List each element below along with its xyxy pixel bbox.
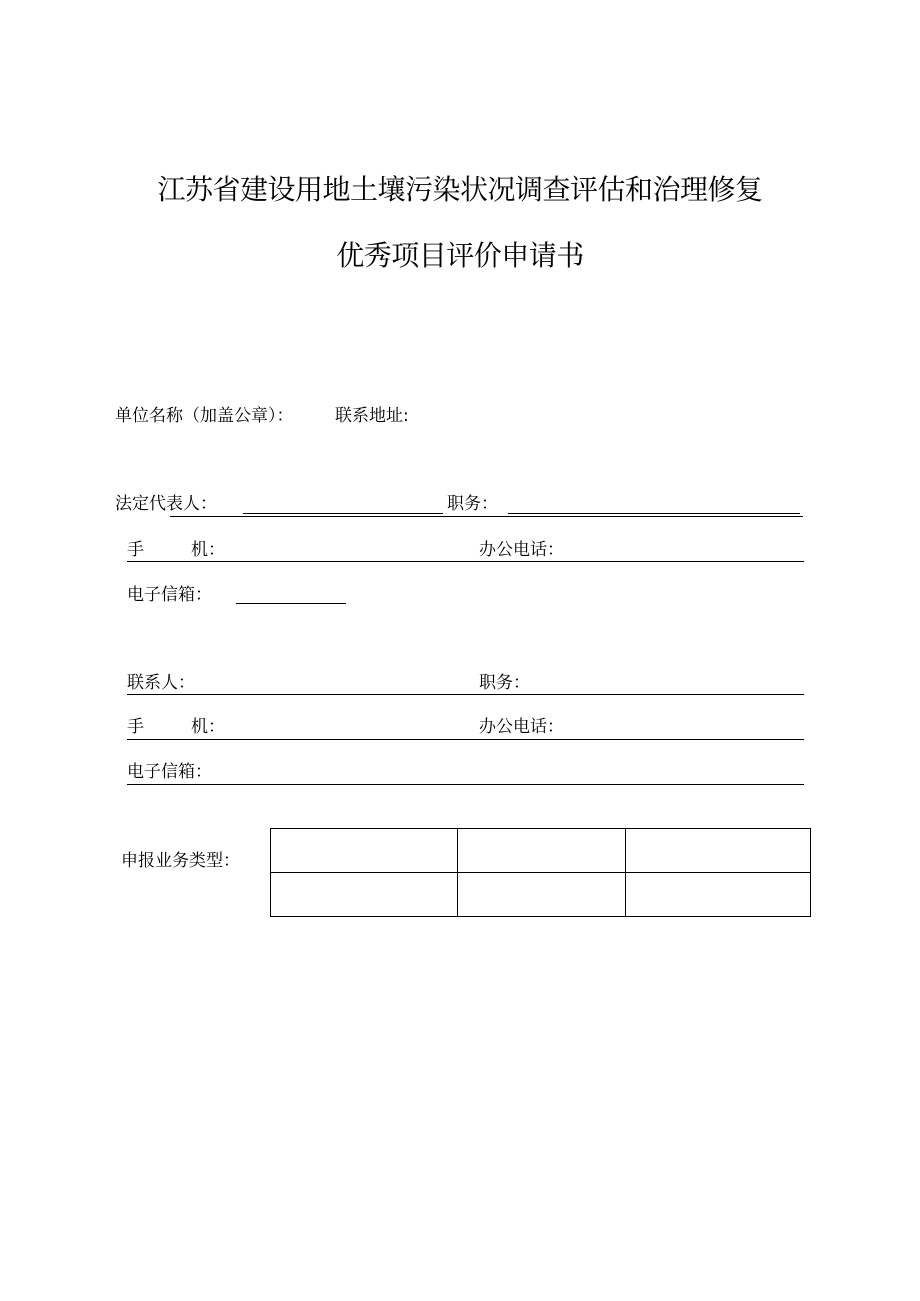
legal-rep-name-underline	[243, 513, 443, 514]
business-type-cell[interactable]	[271, 829, 458, 873]
document-title-line-1: 江苏省建设用地土壤污染状况调查评估和治理修复	[157, 173, 763, 206]
contact-row-underline	[127, 694, 804, 695]
legal-rep-position-field[interactable]	[508, 496, 800, 514]
legal-rep-mobile-label-part1: 手	[127, 540, 144, 560]
business-type-cell[interactable]	[458, 873, 626, 917]
legal-rep-name-label: 法定代表人：	[115, 494, 217, 514]
business-type-row	[271, 873, 811, 917]
legal-rep-name-field[interactable]	[243, 496, 443, 514]
legal-rep-mobile-field[interactable]	[230, 542, 470, 560]
contact-mobile-label-part2: 机：	[191, 717, 225, 737]
contact-position-field[interactable]	[530, 675, 802, 693]
unit-name-label: 单位名称（加盖公章）：	[115, 406, 294, 426]
contact-name-label: 联系人：	[127, 673, 195, 693]
contact-position-label: 职务：	[479, 673, 530, 693]
contact-mobile-field[interactable]	[230, 719, 470, 737]
document-title-line-2: 优秀项目评价申请书	[336, 239, 584, 272]
business-type-cell[interactable]	[626, 873, 811, 917]
contact-office-phone-label: 办公电话：	[479, 717, 564, 737]
business-type-cell[interactable]	[626, 829, 811, 873]
contact-phone-underline	[127, 739, 804, 740]
contact-office-phone-field[interactable]	[570, 719, 802, 737]
legal-rep-position-label: 职务：	[447, 494, 498, 514]
legal-rep-position-underline	[508, 513, 800, 514]
business-type-cell[interactable]	[458, 829, 626, 873]
contact-email-label: 电子信箱：	[127, 762, 212, 782]
business-type-row	[271, 829, 811, 873]
business-type-cell[interactable]	[271, 873, 458, 917]
legal-rep-phone-underline	[127, 561, 804, 562]
contact-name-field[interactable]	[200, 675, 470, 693]
business-type-table	[270, 828, 811, 917]
legal-rep-email-underline	[236, 603, 346, 604]
legal-rep-row-underline	[170, 516, 803, 517]
contact-address-label: 联系地址:	[335, 406, 409, 426]
contact-email-underline	[127, 784, 804, 785]
contact-email-field[interactable]	[220, 764, 802, 782]
legal-rep-email-field[interactable]	[236, 587, 346, 603]
legal-rep-mobile-label-part2: 机：	[191, 540, 225, 560]
contact-mobile-label-part1: 手	[127, 717, 144, 737]
legal-rep-office-phone-label: 办公电话：	[479, 540, 564, 560]
business-type-label: 申报业务类型：	[121, 851, 240, 871]
legal-rep-email-label: 电子信箱：	[127, 585, 212, 605]
legal-rep-office-phone-field[interactable]	[570, 542, 802, 560]
